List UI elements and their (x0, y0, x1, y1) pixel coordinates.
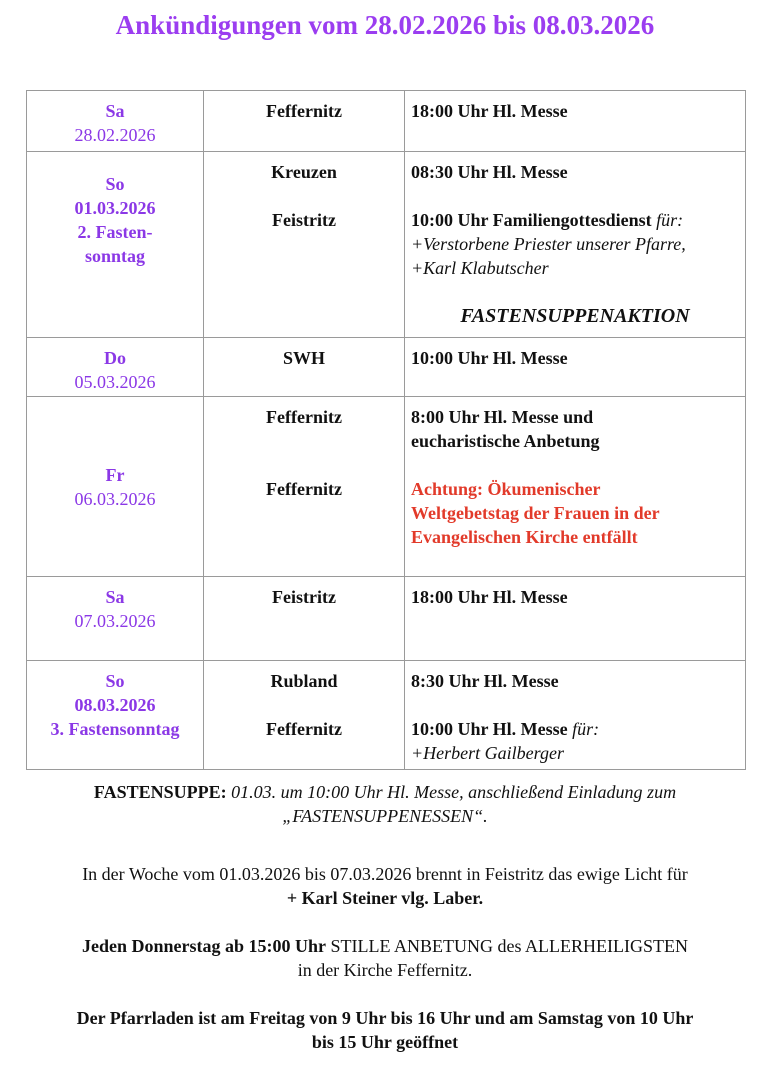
place-cell (204, 91, 405, 152)
date-label: 06.03.2026 (74, 488, 156, 509)
pfarrladen-note: bis 15 Uhr geöffnet (311, 1032, 459, 1052)
table-row (27, 91, 746, 152)
event-label: 08:30 Uhr Hl. Messe (411, 162, 568, 182)
place-cell (204, 397, 405, 577)
event-label: 18:00 Uhr Hl. Messe (411, 587, 568, 607)
place-label: Kreuzen (271, 162, 337, 182)
event-label: 8:30 Uhr Hl. Messe (411, 671, 559, 691)
weekday-label: Sa (105, 101, 125, 121)
place-label: Feistritz (272, 587, 336, 607)
place-cell (204, 152, 405, 338)
sunday-name-label: sonntag (84, 246, 146, 266)
intention-label: +Karl Klabutscher (411, 258, 549, 278)
place-cell (204, 661, 405, 770)
schedule-table (26, 90, 746, 770)
ewiges-licht-name: + Karl Steiner vlg. Laber. (286, 888, 484, 908)
day-cell (27, 661, 204, 770)
event-title: 10:00 Uhr Familiengottesdienst (411, 210, 652, 230)
fastensuppe-text: „FASTENSUPPENESSEN“. (282, 806, 488, 826)
intention-prefix: für: (572, 719, 600, 739)
weekday-label: Sa (105, 587, 125, 607)
event-title: 10:00 Uhr Hl. Messe (411, 719, 568, 739)
day-cell (27, 397, 204, 577)
date-label: 07.03.2026 (74, 611, 156, 631)
table-row (27, 397, 746, 577)
anbetung-location: in der Kirche Feffernitz. (297, 960, 473, 980)
fastensuppe-note (20, 780, 750, 804)
sunday-name-label: 3. Fastensonntag (50, 719, 180, 739)
fastensuppe-text: 01.03. um 10:00 Uhr Hl. Messe, anschließend Einladung zum (231, 782, 677, 802)
weekday-label: So (105, 174, 125, 194)
event-cell (405, 91, 746, 152)
event-label: 10:00 Uhr Hl. Messe (411, 348, 568, 368)
place-cell (204, 338, 405, 397)
fastensuppenaktion-label: FASTENSUPPENAKTION (460, 305, 690, 327)
date-label: 08.03.2026 (74, 695, 156, 715)
anbetung-note (20, 934, 750, 958)
anbetung-text: STILLE ANBETUNG des ALLERHEILIGSTEN (330, 936, 688, 956)
notice-label: Weltgebetstag der Frauen in der (411, 503, 660, 523)
place-label: Feistritz (272, 210, 336, 230)
notice-label: Evangelischen Kirche entfällt (411, 527, 638, 547)
weekday-label: Do (104, 348, 126, 368)
event-label (411, 208, 739, 232)
event-label: 8:00 Uhr Hl. Messe und (411, 407, 594, 427)
place-label: Feffernitz (266, 407, 342, 427)
table-row (27, 577, 746, 661)
pfarrladen-note: Der Pfarrladen ist am Freitag von 9 Uhr bis 16 Uhr und am Samstag von 10 Uhr (76, 1008, 694, 1028)
place-label: SWH (282, 348, 325, 368)
event-cell (405, 152, 746, 338)
weekday-label: Fr (105, 464, 125, 485)
ewiges-licht-note: In der Woche vom 01.03.2026 bis 07.03.2026 brennt in Feistritz das ewige Licht für (82, 864, 688, 884)
place-label: Feffernitz (266, 101, 342, 121)
day-cell (27, 152, 204, 338)
event-cell (405, 661, 746, 770)
intention-prefix: für: (656, 210, 684, 230)
notice-label: Achtung: Ökumenischer (411, 479, 601, 499)
event-cell (405, 577, 746, 661)
place-label: Feffernitz (266, 479, 342, 499)
anbetung-time: Jeden Donnerstag ab 15:00 Uhr (82, 936, 327, 956)
event-label: 18:00 Uhr Hl. Messe (411, 101, 568, 121)
intention-label: +Herbert Gailberger (411, 743, 564, 763)
event-label: eucharistische Anbetung (411, 431, 600, 451)
fastensuppe-label: FASTENSUPPE: (93, 782, 227, 802)
sunday-name-label: 2. Fasten- (77, 222, 153, 242)
place-label: Feffernitz (266, 719, 342, 739)
intention-label: +Verstorbene Priester unserer Pfarre, (411, 234, 686, 254)
day-cell (27, 577, 204, 661)
page-title: Ankündigungen vom 28.02.2026 bis 08.03.2026 (115, 10, 655, 40)
table-row (27, 661, 746, 770)
place-cell (204, 577, 405, 661)
date-label: 01.03.2026 (74, 198, 156, 218)
weekday-label: So (105, 671, 125, 691)
event-label (411, 717, 739, 741)
day-cell (27, 338, 204, 397)
table-row (27, 338, 746, 397)
event-cell (405, 338, 746, 397)
event-cell (405, 397, 746, 577)
day-cell (27, 91, 204, 152)
date-label: 28.02.2026 (74, 125, 156, 145)
date-label: 05.03.2026 (74, 372, 156, 392)
table-row (27, 152, 746, 338)
place-label: Rubland (270, 671, 338, 691)
notes-section (20, 780, 750, 1054)
